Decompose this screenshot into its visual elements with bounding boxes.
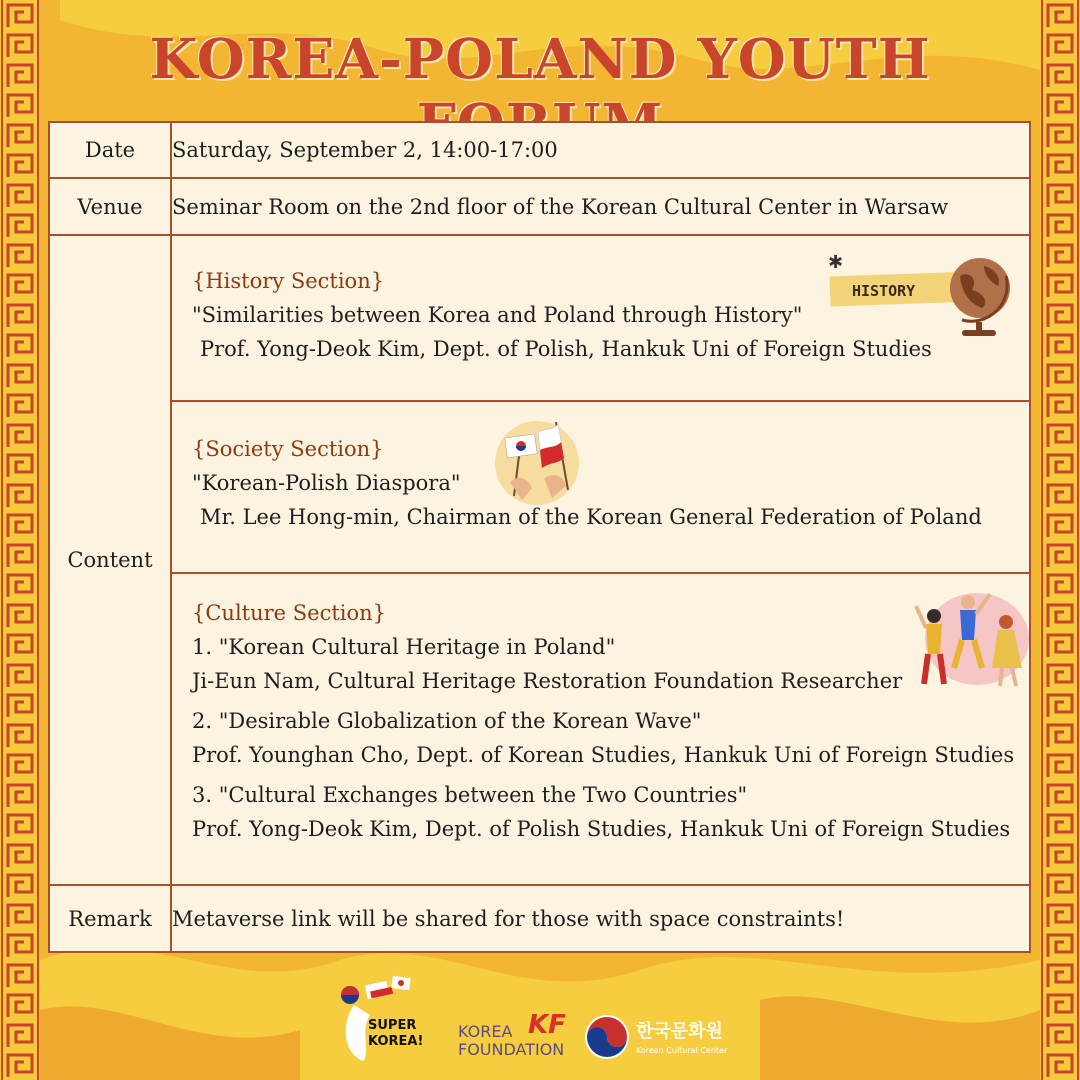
svg-text:KOREA!: KOREA!: [368, 1034, 424, 1049]
korean-cultural-center-logo: [585, 1015, 728, 1059]
culture-talk-2-title: 2. "Desirable Globalization of the Korean Wave": [192, 709, 702, 733]
date-value: Saturday, September 2, 14:00-17:00: [171, 122, 1030, 178]
history-speaker: Prof. Yong-Deok Kim, Dept. of Polish, Hankuk Uni of Foreign Studies: [200, 337, 932, 361]
culture-talk-3-title: 3. "Cultural Exchanges between the Two Countries": [192, 783, 748, 807]
culture-section-title: {Culture Section}: [192, 601, 387, 625]
history-section-title: {History Section}: [192, 269, 385, 293]
date-label: Date: [49, 122, 171, 178]
svg-text:한국문화원: 한국문화원: [636, 1021, 723, 1042]
venue-label: Venue: [49, 178, 171, 235]
korea-foundation-logo: [458, 1010, 566, 1059]
flags-illustration: [492, 418, 582, 508]
remark-value: Metaverse link will be shared for those with space constraints!: [171, 885, 1030, 952]
remark-row: [49, 885, 1030, 952]
svg-text:Korean Cultural Center: Korean Cultural Center: [636, 1046, 728, 1055]
event-info-table: [48, 121, 1031, 953]
history-globe-illustration: [822, 246, 1022, 341]
history-badge: HISTORY: [852, 282, 916, 300]
culture-talk-1-speaker: Ji-Eun Nam, Cultural Heritage Restoration Foundation Researcher: [192, 669, 903, 693]
content-label: Content: [49, 235, 171, 885]
remark-label: Remark: [49, 885, 171, 952]
history-row: [49, 235, 1030, 401]
culture-section-cell: [171, 573, 1030, 885]
left-greek-key-border: [0, 0, 40, 1080]
culture-talk-2-speaker: Prof. Younghan Cho, Dept. of Korean Studies, Hankuk Uni of Foreign Studies: [192, 743, 1015, 767]
sponsor-logos: [330, 975, 760, 1070]
right-greek-key-border: [1040, 0, 1080, 1080]
svg-text:✱: ✱: [828, 252, 844, 273]
society-section-title: {Society Section}: [192, 437, 384, 461]
venue-value: Seminar Room on the 2nd floor of the Korean Cultural Center in Warsaw: [171, 178, 1030, 235]
svg-text:SUPER: SUPER: [368, 1018, 417, 1033]
page-title: KOREA-POLAND YOUTH: [149, 26, 931, 91]
society-section-cell: [171, 401, 1030, 573]
super-korea-logo: [341, 976, 423, 1061]
svg-text:KF: KF: [528, 1010, 566, 1040]
culture-talk-3-speaker: Prof. Yong-Deok Kim, Dept. of Polish Studies, Hankuk Uni of Foreign Studies: [192, 817, 1011, 841]
society-talk-title: "Korean-Polish Diaspora": [192, 471, 461, 495]
society-row: [49, 401, 1030, 573]
culture-row: [49, 573, 1030, 885]
venue-row: [49, 178, 1030, 235]
svg-text:KOREA: KOREA: [458, 1022, 513, 1041]
culture-talk-1-title: 1. "Korean Cultural Heritage in Poland": [192, 635, 616, 659]
date-row: [49, 122, 1030, 178]
history-talk-title: "Similarities between Korea and Poland through History": [192, 303, 803, 327]
dancers-illustration: [912, 584, 1032, 694]
history-section-cell: [171, 235, 1030, 401]
svg-text:FOUNDATION: FOUNDATION: [458, 1040, 565, 1059]
society-speaker: Mr. Lee Hong-min, Chairman of the Korean General Federation of Poland: [200, 505, 982, 529]
